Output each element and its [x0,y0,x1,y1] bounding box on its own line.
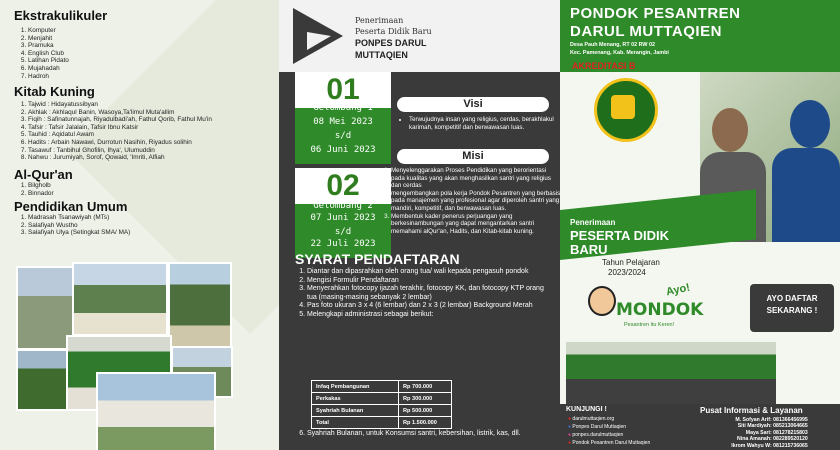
right-panel [560,0,840,450]
facebook-text: Ponpes Darul Muttaqien [572,424,627,430]
link-facebook[interactable] [568,424,626,430]
misi-pill: Misi [397,149,549,164]
founder-head-1 [712,108,748,152]
brand-line2: Peserta Didik Baru [355,27,432,36]
visi-item: • Terwujudnya insan yang religius, cerdas, berakhlakul karimah, kompetitif dan berwawasan luas. [409,116,560,131]
gelombang-2-start: 07 Juni 2023 [310,213,376,223]
pondok-title-line1: PONDOK PESANTREN [570,5,741,22]
tahun-value: 2023/2024 [608,268,646,277]
contact-name: Ikrom Wahyu W [731,442,770,449]
contact-name: M. Sofyan Arif [735,417,770,423]
fee-value: Rp 500.000 [399,405,452,417]
fee-value: Rp 1.500.000 [399,417,452,429]
contact-phone: : 085213064665 [770,423,808,430]
ekstra-list [0,27,69,80]
syarat-item: 2. Mengisi Formulir Pendaftaran [307,277,553,286]
contact-name: Siti Mardiyah [737,423,770,430]
ekstra-item: 7. Hadroh [28,73,69,81]
kitab-item: 5. Tauhid : Aqidatul Awam [28,131,212,139]
fee-row [312,381,452,393]
ayo-text: Ayo! [665,281,692,299]
ayo-mondok-logo [580,281,706,338]
fee-row [312,393,452,405]
link-youtube[interactable] [568,440,650,446]
left-panel [0,0,279,450]
kitab-item: 3. Fiqih : Safinatunnajah, Riyadulbadi'ah, Fathul Qorib, Fathul Mu'in [28,116,212,124]
contact-phone: : 081366456995 [770,417,808,423]
umum-item: 2. Salafiyah Wustho [28,222,130,230]
instagram-text: ponpes.darulmuttaqien [572,432,624,438]
instagram-icon: ● [568,432,572,438]
quran-list [0,182,54,197]
pesantren-logo [594,78,658,142]
syarat-item: 1. Diantar dan dipasrahkan oleh orang tua/ wali kepada pengasuh pondok [307,268,553,277]
fee-label: Perkakas [312,393,399,405]
contact-phone: : 082289520120 [770,436,808,443]
akreditasi-label: AKREDITASI B [572,61,636,71]
quran-item: 1. Bilgholb [28,182,54,190]
misi-item: 2. mengembangkan pola kerja Pondok Pesantren yang berbasis pada manajemen yang profesional agar diperoleh santri yang mandiri, kompetitif, dan berwawasan luas. [391,190,560,213]
umum-item: 3. Salafiyah Ulya (Setingkat SMA/ MA) [28,229,130,237]
fee-table [311,380,452,429]
tahun-label: Tahun Pelajaran [602,258,660,267]
kitab-item: 1. Tajwid : Hidayatussibyan [28,101,212,109]
kitab-item: 6. Hadits : Arbain Nawawi, Durrotun Nasihin, Riyadus solihin [28,139,212,147]
ekstra-title: Ekstrakulikuler [14,8,108,23]
youtube-icon: ● [568,440,572,446]
gelombang-1-label: Gelombang 1 [313,103,373,113]
fee-value: Rp 700.000 [399,381,452,393]
logo-mosque-icon [611,95,635,119]
quran-title: Al-Qur'an [14,167,73,182]
kitab-item: 8. Nahwu : Jurumiyah, Sorof, Qowaid, 'Imriti, Alfiah [28,154,212,162]
kitab-item: 2. Akhlak : Akhlaqul Banin, Wasoya,Ta'limul Muta'allim [28,109,212,117]
info-title: Pusat Informasi & Layanan [700,406,803,415]
syarat-list [295,268,553,320]
photo-students-group [72,262,168,336]
facebook-icon: ● [568,424,572,430]
middle-panel [279,0,560,450]
misi-item: 1. Menyelenggarakan Proses Pendidikan yang berorientasi pada kualitas yang akan menghasilkan santri yang religius dan cerdas [391,167,560,190]
misi-list [379,167,560,235]
gelombang-2-sd: s/d [334,227,352,237]
gelombang-2 [295,168,391,256]
link-instagram[interactable] [568,432,623,438]
umum-item: 1. Madrasah Tsanawiyah (MTs) [28,214,130,222]
brand-line1: Penerimaan [355,16,404,25]
address-line2: Kec. Pamenang, Kab. Merangin, Jambi [570,50,669,56]
contact-row[interactable] [710,436,834,442]
brand-header [279,0,560,72]
fee-label: Total [312,417,399,429]
kunjungi-label: KUNJUNGI ! [566,406,607,413]
contact-row[interactable] [710,443,834,449]
contact-row[interactable] [710,423,834,429]
contact-phone: : 081215736065 [770,442,808,449]
founder-body-2 [772,148,840,242]
gelombang-1-start: 08 Mei 2023 [313,117,373,127]
address-line1: Desa Pauh Menang, RT 02 RW 02 [570,42,655,48]
ekstra-item: 2. Menjahit [28,35,69,43]
play-logo-icon [289,6,349,68]
pondok-title-line2: DARUL MUTTAQIEN [570,23,722,40]
kitab-list [0,101,212,162]
syarat-item: 5. Melengkapi administrasi sebagai berikut: [307,311,553,320]
gelombang-1-end: 06 Juni 2023 [310,145,376,155]
syarat-last-list [295,430,553,439]
ekstra-item: 5. Latihan Pidato [28,57,69,65]
fee-value: Rp 300.000 [399,393,452,405]
ekstra-item: 4. English Club [28,50,69,58]
santri-face-icon [588,286,616,316]
web-icon: ● [568,416,572,422]
syarat-title: SYARAT PENDAFTARAN [295,251,460,267]
syarat-last: 6. Syahriah Bulanan, untuk Konsumsi santri, kebersihan, listrik, kas, dll. [307,430,553,439]
kitab-item: 7. Tasawuf : Tanbihul Ghofilin, Ihya', Ulumuddin [28,147,212,155]
syarat-item: 3. Menyerahkan fotocopy ijazah terakhir, fotocopy KK, dan fotocopy KTP orang tua (masing-masing sebanyak 2 lembar) [307,285,553,302]
gelombang-2-number: 02 [295,168,391,204]
fee-label: Syahriah Bulanan [312,405,399,417]
brand-line3: PONPES DARUL [355,38,427,48]
gelombang-1-number: 01 [295,72,391,108]
photo-students-row [168,262,232,348]
web-text: darulmuttaqien.org [572,416,615,422]
quran-item: 2. Binnador [28,190,54,198]
link-web[interactable] [568,416,614,422]
gelombang-1-sd: s/d [334,131,352,141]
syarat-item: 4. Pas foto ukuran 3 x 4 (6 lembar) dan 2 x 3 (2 lembar) Background Merah [307,302,553,311]
penerimaan-label: Penerimaan [570,218,616,227]
contact-name: Nina Amanah [737,436,770,443]
mondok-text: MONDOK [616,300,704,320]
contact-row[interactable] [710,417,834,423]
photo-dormitory [96,372,216,450]
visi-pill: Visi [397,97,549,112]
baru-label: BARU [570,242,608,257]
mondok-tagline: Pesantren itu Keren! [624,322,675,328]
fee-label: Infaq Pembangunan [312,381,399,393]
contact-phone: : 081278215803 [770,429,808,436]
cta-line1: AYO DAFTAR [766,294,818,303]
fee-row [312,405,452,417]
peserta-label: PESERTA DIDIK [570,228,669,243]
gelombang-2-end: 22 Juli 2023 [310,239,376,249]
visi-list [397,116,560,131]
ekstra-item: 6. Mujahadah [28,65,69,73]
cta-box[interactable] [750,284,834,332]
ekstra-item: 1. Komputer [28,27,69,35]
umum-title: Pendidikan Umum [14,199,128,214]
gelombang-1 [295,72,391,160]
founder-head-2 [790,100,830,148]
gelombang-2-label: Gelombang 2 [313,201,373,211]
youtube-text: Pondok Pesantren Darul Muttaqien [572,440,651,446]
contact-row[interactable] [710,430,834,436]
kitab-item: 4. Tafsir : Tafsir Jalalain, Tafsir Ibnu Katsir [28,124,212,132]
cta-line2: SEKARANG ! [766,306,818,315]
umum-list [0,214,130,237]
fee-row [312,417,452,429]
misi-item: 3. Membentuk kader penerus perjuangan yang berkesinambungan yang dapat mengantarkan santri memahami alQur'an, Hadits, dan Kitab-kitab kuning. [391,213,560,236]
brand-line4: MUTTAQIEN [355,50,408,60]
ekstra-item: 3. Pramuka [28,42,69,50]
contact-name: Maya Sari [745,429,770,436]
kitab-title: Kitab Kuning [14,84,95,99]
photo-staff-group [566,342,776,404]
